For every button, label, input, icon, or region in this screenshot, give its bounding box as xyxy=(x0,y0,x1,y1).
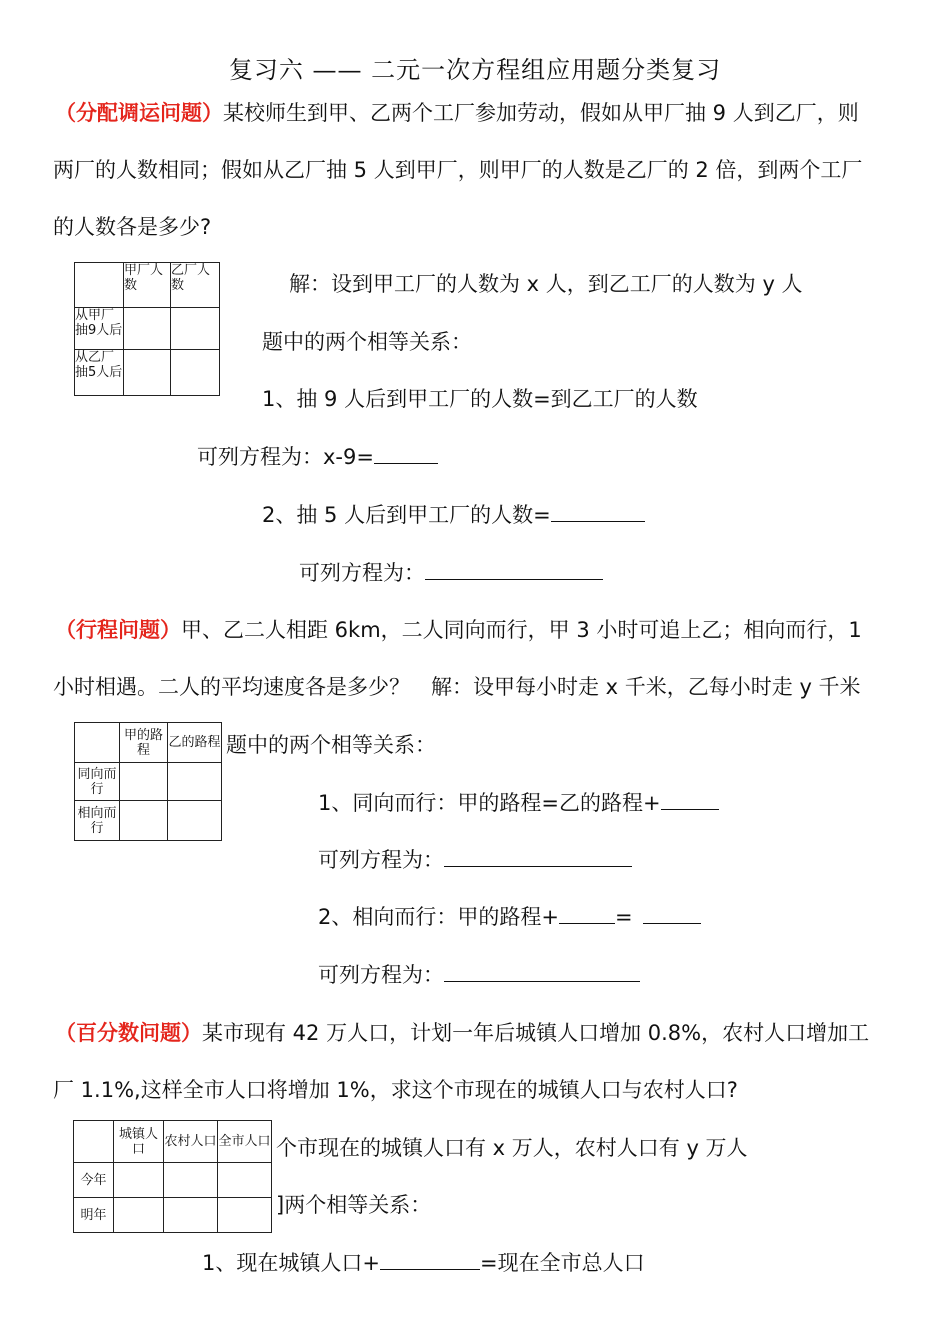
section-3-solve: 个市现在的城镇人口有 x 万人，农村人口有 y 万人 xyxy=(276,1136,748,1160)
section-1-tag: （分配调运问题） xyxy=(55,101,223,125)
page-title: 复习六 —— 二元一次方程组应用题分类复习 xyxy=(228,56,722,84)
section-3-relations: ]两个相等关系： xyxy=(276,1193,432,1217)
table-cell-empty xyxy=(75,723,120,763)
answer-blank[interactable] xyxy=(551,501,645,522)
section-2-relation-1: 1、同向而行：甲的路程=乙的路程+ xyxy=(318,789,719,817)
table-row-label-1: 从甲厂抽9人后 xyxy=(75,308,124,350)
answer-blank[interactable] xyxy=(559,903,615,924)
section-1-text-2: 两厂的人数相同；假如从乙厂抽 5 人到甲厂，则甲厂的人数是乙厂的 2 倍，到两个工厂 xyxy=(53,158,863,182)
answer-blank[interactable] xyxy=(425,559,603,580)
section-3-intro xyxy=(55,1019,869,1047)
table-header-yi: 乙厂人数 xyxy=(171,263,220,308)
section-1-intro xyxy=(55,99,859,127)
section-2-text-2: 小时相遇。二人的平均速度各是多少？ 解：设甲每小时走 x 千米，乙每小时走 y 千米 xyxy=(53,675,861,699)
table-cell-input[interactable] xyxy=(124,308,171,350)
table-cell-empty xyxy=(75,263,124,308)
section-1-text-1: 某校师生到甲、乙两个工厂参加劳动，假如从甲厂抽 9 人到乙厂，则 xyxy=(223,101,859,125)
section-2-equation-2: 可列方程为： xyxy=(318,961,640,989)
table-row-label-1: 今年 xyxy=(74,1163,114,1198)
section-1-table xyxy=(74,262,220,396)
table-cell-input[interactable] xyxy=(120,763,168,801)
table-cell-input[interactable] xyxy=(168,801,222,841)
answer-blank[interactable] xyxy=(444,846,632,867)
section-3-relation-1: 1、现在城镇人口+ =现在全市总人口 xyxy=(202,1251,645,1275)
answer-blank[interactable] xyxy=(380,1249,480,1270)
table-header-jia: 甲的路程 xyxy=(120,723,168,763)
section-1-relations: 题中的两个相等关系： xyxy=(262,330,472,354)
table-cell-input[interactable] xyxy=(171,350,220,396)
table-row-label-2: 从乙厂抽5人后 xyxy=(75,350,124,396)
table-header-total: 全市人口 xyxy=(218,1121,272,1163)
section-1-text-3: 的人数各是多少? xyxy=(53,215,212,239)
section-1-equation-1: 可列方程为：x-9= xyxy=(197,443,438,471)
section-1-equation-2: 可列方程为： xyxy=(299,559,603,587)
table-cell-empty xyxy=(74,1121,114,1163)
table-header-yi: 乙的路程 xyxy=(168,723,222,763)
table-header-jia: 甲厂人数 xyxy=(124,263,171,308)
section-2-equation-1: 可列方程为： xyxy=(318,846,632,874)
section-2-intro xyxy=(55,616,862,644)
answer-blank[interactable] xyxy=(374,443,438,464)
section-3-tag: （百分数问题） xyxy=(55,1021,202,1045)
table-cell-input[interactable] xyxy=(218,1163,272,1198)
table-cell-input[interactable] xyxy=(171,308,220,350)
section-1-relation-1: 1、抽 9 人后到甲工厂的人数=到乙工厂的人数 xyxy=(262,387,698,411)
section-2-relations: 题中的两个相等关系： xyxy=(226,733,436,757)
table-cell-input[interactable] xyxy=(164,1163,218,1198)
table-cell-input[interactable] xyxy=(114,1198,164,1233)
answer-blank[interactable] xyxy=(444,961,640,982)
section-1-solve: 解：设到甲工厂的人数为 x 人，到乙工厂的人数为 y 人 xyxy=(289,272,803,296)
table-cell-input[interactable] xyxy=(120,801,168,841)
table-cell-input[interactable] xyxy=(218,1198,272,1233)
table-cell-input[interactable] xyxy=(114,1163,164,1198)
table-row-label-1: 同向而行 xyxy=(75,763,120,801)
table-header-urban: 城镇人口 xyxy=(114,1121,164,1163)
table-cell-input[interactable] xyxy=(168,763,222,801)
section-2-relation-2: 2、相向而行：甲的路程+ = xyxy=(318,903,701,931)
section-3-text-2: 厂 1.1%,这样全市人口将增加 1%，求这个市现在的城镇人口与农村人口? xyxy=(53,1078,738,1102)
table-cell-input[interactable] xyxy=(124,350,171,396)
section-1-relation-2: 2、抽 5 人后到甲工厂的人数= xyxy=(262,501,645,529)
table-cell-input[interactable] xyxy=(164,1198,218,1233)
table-row-label-2: 明年 xyxy=(74,1198,114,1233)
section-2-table xyxy=(74,722,222,841)
table-row-label-2: 相向而行 xyxy=(75,801,120,841)
answer-blank[interactable] xyxy=(643,903,701,924)
section-3-text-1: 某市现有 42 万人口，计划一年后城镇人口增加 0.8%，农村人口增加工 xyxy=(202,1021,870,1045)
section-2-tag: （行程问题） xyxy=(55,618,181,642)
table-header-rural: 农村人口 xyxy=(164,1121,218,1163)
section-2-text-1: 甲、乙二人相距 6km，二人同向而行，甲 3 小时可追上乙；相向而行，1 xyxy=(181,618,862,642)
section-3-table xyxy=(73,1120,272,1233)
answer-blank[interactable] xyxy=(661,789,719,810)
